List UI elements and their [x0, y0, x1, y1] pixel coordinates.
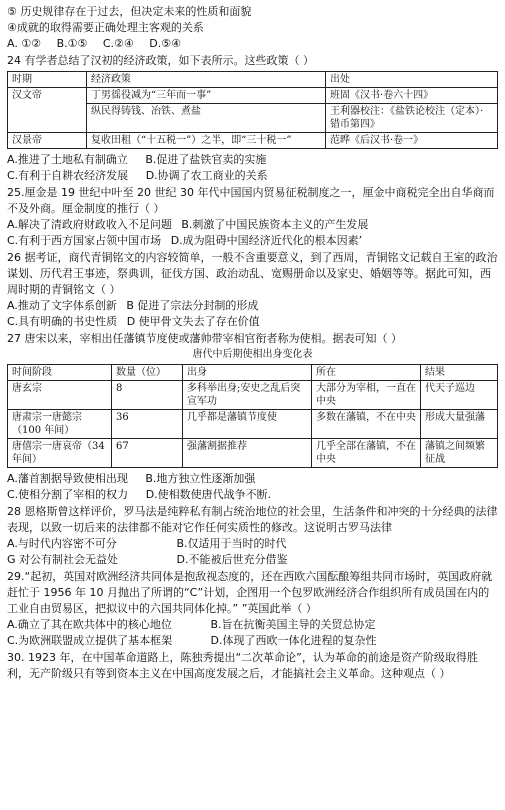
option-c[interactable]: C.为欧洲联盟成立提供了基本框架: [7, 634, 173, 647]
option-c[interactable]: C.②④: [102, 37, 134, 50]
option-b[interactable]: B.促进了盐铁官卖的实施: [145, 153, 267, 166]
option-a[interactable]: A.藩首割据导致使相出现: [7, 472, 128, 485]
q27-options-row2: [7, 487, 498, 503]
q29-options-row2: [7, 633, 498, 649]
q27-cell-result: 形成大量强藩: [421, 410, 498, 439]
q27-cell-stage: 唐玄宗: [8, 381, 112, 410]
question-28-stem: 28 恩格斯曾这样评价，罗马法是纯粹私有制占统治地位的社会里，生活条件和冲突的十分经典的法律表现，以致一切后来的法律都不能对它作任何实质性的修改。这说明古罗马法律: [7, 505, 498, 534]
q29-options-row1: [7, 617, 498, 633]
q27-header-result: 结果: [421, 365, 498, 381]
top-options: [7, 36, 498, 52]
q24-cell-source: 班固《汉书·卷六十四》: [326, 88, 498, 104]
q27-cell-origin: 强藩割据推荐: [183, 439, 312, 468]
question-24-stem: 24 有学者总结了汉初的经济政策，如下表所示。这些政策（ ）: [7, 54, 314, 67]
q24-cell-period: 汉文帝: [8, 88, 87, 133]
option-c[interactable]: C.具有明确的书史性质: [7, 315, 118, 328]
q26-options-row2: [7, 314, 498, 330]
q24-options-row2: [7, 168, 498, 184]
option-a[interactable]: A.确立了其在欧共体中的核心地位: [7, 618, 172, 631]
q27-cell-origin: 几乎都是藩镇节度使: [183, 410, 312, 439]
q27-cell-location: 几乎全部在藩镇，不在中央: [312, 439, 421, 468]
option-b[interactable]: B 促进了宗法分封制的形成: [126, 299, 259, 312]
q27-table: [7, 364, 498, 468]
option-a[interactable]: A.解决了清政府财政收入不足问题: [7, 218, 172, 231]
option-b[interactable]: B.①⑤: [56, 37, 88, 50]
option-d[interactable]: D.体现了西欧一体化进程的复杂性: [210, 634, 377, 647]
q25-options-row1: [7, 217, 498, 233]
option-c[interactable]: G 对公有制社会无益处: [7, 553, 119, 566]
q24-cell-source: 范晔《后汉书·卷一》: [326, 133, 498, 149]
q27-options-row1: [7, 471, 498, 487]
q24-header-source: 出处: [326, 72, 498, 88]
option-c[interactable]: C.有利于自耕农经济发展: [7, 169, 129, 182]
q27-cell-stage: 唐肃宗一唐懿宗（100 年间）: [8, 410, 112, 439]
table-row: [8, 410, 498, 439]
option-d[interactable]: D.协调了农工商业的关系: [145, 169, 268, 182]
option-d[interactable]: D.使相数使唐代战争不断.: [145, 488, 272, 501]
q27-header-stage: 时间阶段: [8, 365, 112, 381]
q27-cell-count: 36: [112, 410, 183, 439]
question-26-stem: 26 据考证，商代青铜铭文的内容较简单，一般不含重要意义，到了西周，青铜铭文记载自王室的政治谋划、历代君王事迹，祭典训，征伐方国、政治动乱、宽赐册命以及家史、婚姻等等。据此可知，西周时期的青铜铭文（ ）: [7, 251, 498, 296]
q25-options-row2: [7, 233, 498, 249]
table-row: [8, 381, 498, 410]
q24-cell-policy: 复收田租（“十五税一”）之半，即“三十税一”: [87, 133, 326, 149]
option-d[interactable]: D 使甲骨文失去了存在价值: [126, 315, 260, 328]
option-c[interactable]: C.使相分割了宰相的权力: [7, 488, 129, 501]
q27-cell-location: 大部分为宰相，一直在中央: [312, 381, 421, 410]
option-a[interactable]: A.与时代内容密不可分: [7, 537, 117, 550]
table-row: [8, 439, 498, 468]
q26-options-row1: [7, 298, 498, 314]
q27-cell-count: 8: [112, 381, 183, 410]
question-27-stem: 27 唐宋以来，宰相出任藩镇节度使或藩帅带宰相官衔者称为使相。据表可知（ ）: [7, 332, 402, 345]
option-b[interactable]: B.旨在抗衡美国主导的关贸总协定: [210, 618, 376, 631]
q24-cell-policy: 丁男徭役减为“三年而一事”: [87, 88, 326, 104]
option-a[interactable]: A.推动了文字体系创新: [7, 299, 117, 312]
option-b[interactable]: B.地方独立性逐渐加强: [145, 472, 256, 485]
q27-header-location: 所在: [312, 365, 421, 381]
option-d[interactable]: D.成为阻碍中国经济近代化的根本因素’: [170, 234, 363, 247]
table-row: [8, 133, 498, 149]
q24-table: [7, 71, 498, 149]
q27-cell-count: 67: [112, 439, 183, 468]
option-b[interactable]: B.刺激了中国民族资本主义的产生发展: [181, 218, 369, 231]
q27-header-count: 数量（位）: [112, 365, 183, 381]
option-b[interactable]: B.仅适用于当时的时代: [176, 537, 287, 550]
q24-options-row1: [7, 152, 498, 168]
question-29-stem: 29.“起初，英国对欧洲经济共同体是抱敌视态度的，还在西欧六国酝酿筹组共同市场时，英国政府就赶忙于 1956 年 10 月抛出了所谓的“C”计划，企图用一个包罗欧洲经济合作组织所有成员国在内的工业自由贸易区，把拟议中的六国共同体化掉。” ”英国此举（ ）: [7, 570, 493, 615]
q27-cell-origin: 多科举出身;安史之乱后突宣军功: [183, 381, 312, 410]
option-d[interactable]: D.不能被后世充分借鉴: [176, 553, 288, 566]
q24-cell-policy: 纵民得铸钱、冶铁、煮盐: [87, 104, 326, 133]
q24-cell-period: 汉景帝: [8, 133, 87, 149]
q27-cell-result: 代天子巡边: [421, 381, 498, 410]
option-d[interactable]: D.⑤④: [149, 37, 181, 50]
option-a[interactable]: A. ①②: [7, 37, 42, 50]
q28-options-row2: [7, 552, 498, 568]
question-30-stem: 30. 1923 年，在中国革命道路上，陈独秀提出“二次革命论”，认为革命的前途是资产阶级取得胜利，无产阶级只有等到资本主义在中国高度发展之后，才能搞社会主义革命。这种观点（ ）: [7, 651, 478, 680]
option-c[interactable]: C.有利于西方国家占领中国市场: [7, 234, 162, 247]
q27-cell-location: 多数在藩镇，不在中央: [312, 410, 421, 439]
q24-header-policy: 经济政策: [87, 72, 326, 88]
question-25-stem: 25.厘金是 19 世纪中叶至 20 世纪 30 年代中国国内贸易征税制度之一，厘金中商税完全出自华商而不及外商。厘金制度的推行（ ）: [7, 186, 495, 215]
table-row: [8, 88, 498, 104]
q28-options-row1: [7, 536, 498, 552]
statement-4: ④成就的取得需要正确处理主客观的关系: [7, 21, 204, 34]
statement-5: ⑤ 历史规律存在于过去，但决定未来的性质和面貌: [7, 5, 252, 18]
q24-cell-source: 王利器校注：《盐铁论校注（定本）·错币第四》: [326, 104, 498, 133]
option-a[interactable]: A.推进了土地私有制确立: [7, 153, 128, 166]
q27-header-origin: 出身: [183, 365, 312, 381]
q27-table-caption: 唐代中后期使相出身变化表: [192, 349, 313, 360]
q27-cell-result: 藩镇之间频繁征战: [421, 439, 498, 468]
q24-header-period: 时期: [8, 72, 87, 88]
q27-cell-stage: 唐僖宗一唐哀帝（34 年间）: [8, 439, 112, 468]
